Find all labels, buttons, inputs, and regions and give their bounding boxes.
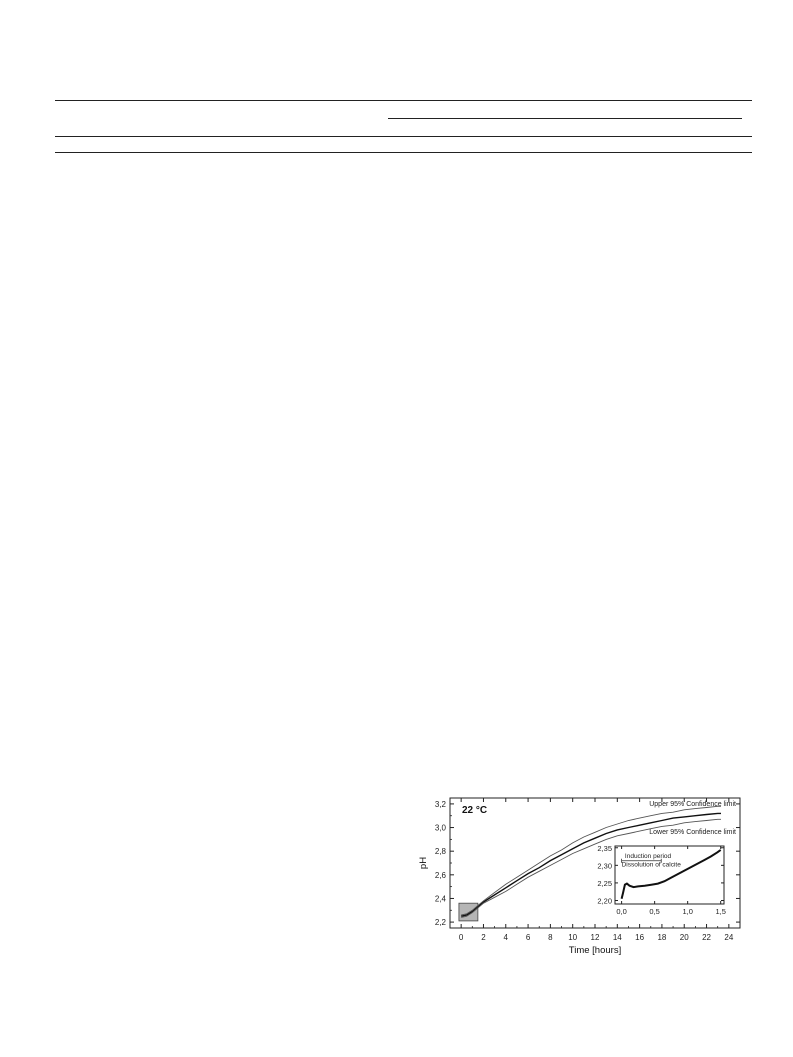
x-tick-label: 0 xyxy=(458,933,464,942)
y-tick-label: 2,8 xyxy=(434,847,446,857)
chart-title-temperature: 22 °C xyxy=(462,805,488,816)
ph-chart xyxy=(410,786,750,960)
x-tick-label: 20 xyxy=(679,933,689,942)
inset-y-tick-label: 2,30 xyxy=(597,861,612,871)
y-tick-label: 2,2 xyxy=(434,918,446,928)
x-tick-label: 10 xyxy=(568,933,578,942)
inset-y-tick-label: 2,20 xyxy=(597,896,612,906)
x-tick-label: 22 xyxy=(702,933,711,942)
x-tick-label: 14 xyxy=(612,933,622,942)
inset-y-tick-label: 2,25 xyxy=(597,878,612,888)
table-column-group-rule xyxy=(388,118,742,119)
inset-x-tick-label: 1,5 xyxy=(715,907,726,916)
annotation-dissolution-of-calcite: Dissolution of calcite xyxy=(621,861,681,869)
y-tick-label: 3,2 xyxy=(434,799,446,809)
x-tick-label: 6 xyxy=(525,933,531,942)
annotation-upper-limit: Upper 95% Confidence limit xyxy=(649,801,736,808)
annotation-induction-period: Induction period xyxy=(624,852,672,860)
table-bottom-rule xyxy=(55,152,752,153)
x-axis-label: Time [hours] xyxy=(568,945,622,956)
annotation-lower-limit: Lower 95% Confidence limit xyxy=(649,829,736,836)
inset-x-tick-label: 1,0 xyxy=(682,907,693,916)
x-tick-label: 16 xyxy=(635,933,645,942)
table-top-rule xyxy=(55,100,752,101)
y-tick-label: 2,6 xyxy=(434,870,446,880)
x-tick-label: 24 xyxy=(724,933,734,942)
table-header-rule xyxy=(55,136,752,137)
x-tick-label: 12 xyxy=(590,933,600,942)
y-tick-label: 2,4 xyxy=(434,894,446,904)
y-tick-label: 3,0 xyxy=(434,823,446,833)
ph-chart-figure xyxy=(410,786,750,960)
x-tick-label: 2 xyxy=(481,933,486,942)
inset-x-tick-label: 0,5 xyxy=(649,907,660,916)
x-tick-label: 4 xyxy=(503,933,508,942)
inset-y-tick-label: 2,35 xyxy=(597,843,612,853)
x-tick-label: 18 xyxy=(657,933,667,942)
zoom-region-box xyxy=(459,903,478,921)
inset-x-tick-label: 0,0 xyxy=(616,907,627,916)
y-axis-label: pH xyxy=(418,856,429,870)
x-tick-label: 8 xyxy=(548,933,553,942)
